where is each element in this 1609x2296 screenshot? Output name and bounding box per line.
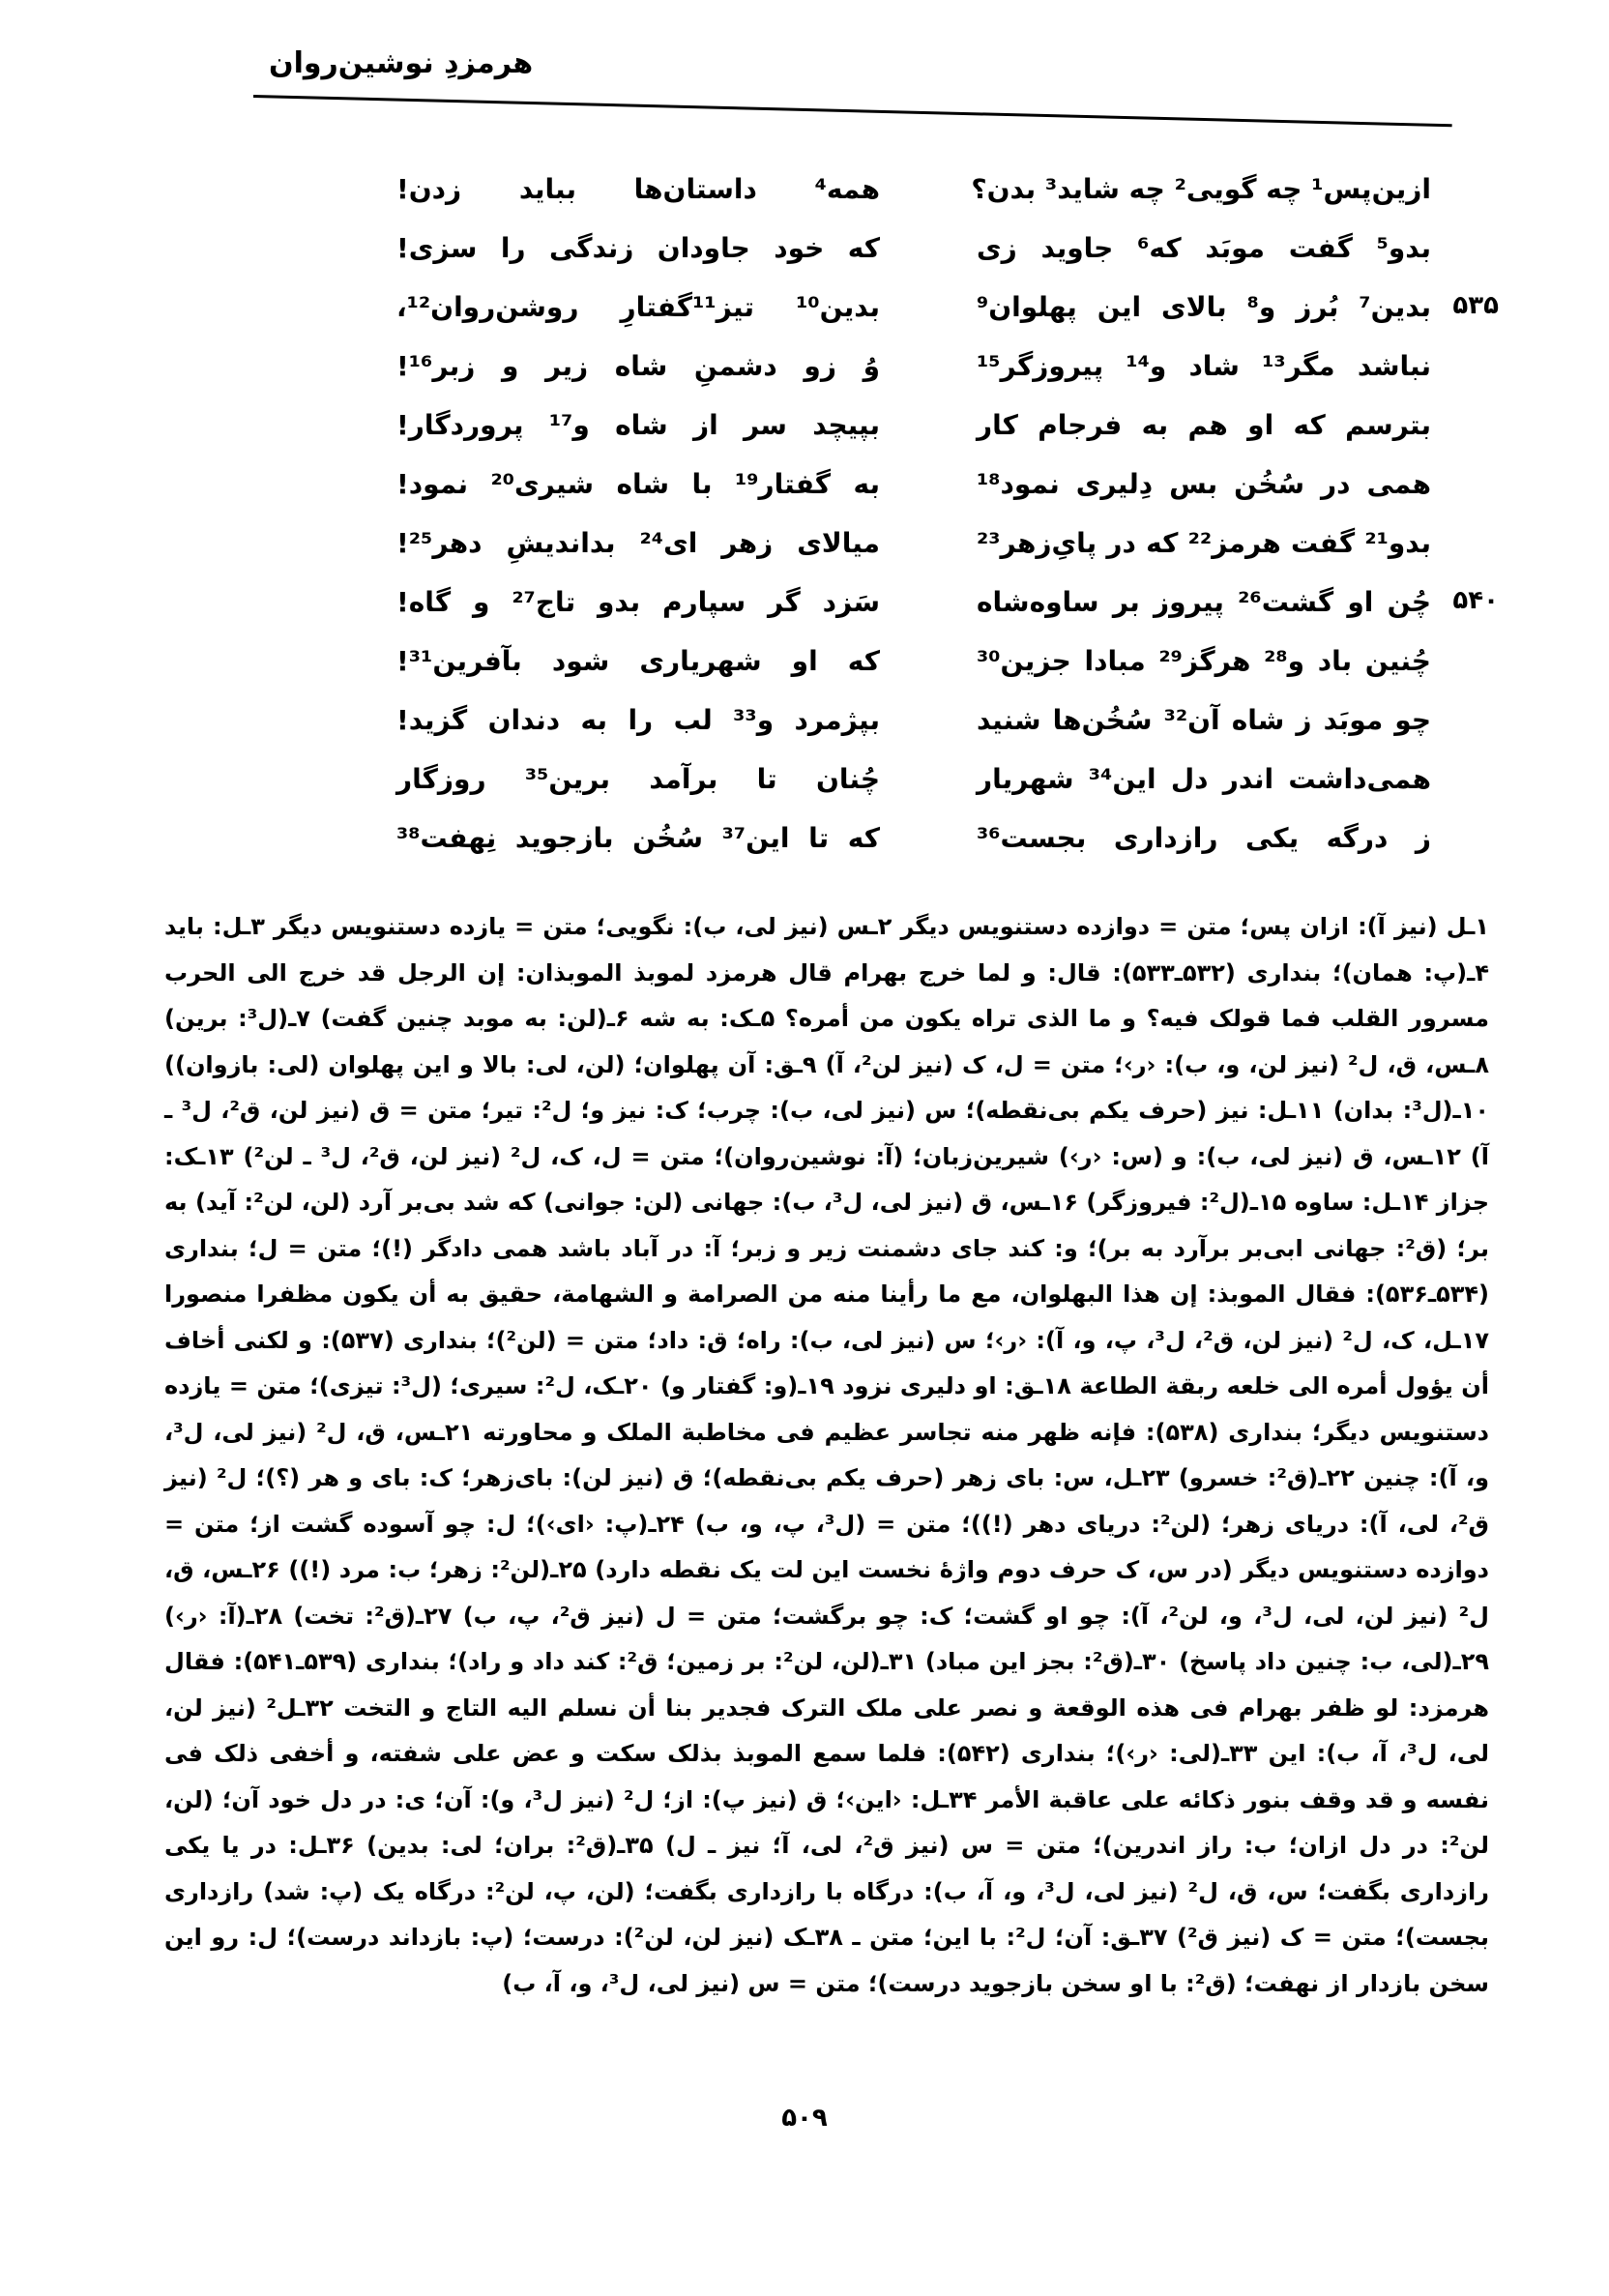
hemistich-right: چو موبَد ز شاه آن³² سُخُن‌ها شنید [977, 703, 1431, 736]
poem-block [367, 160, 1499, 868]
hemistich-right: بدو⁵ گفت موبَد که⁶ جاوید زی [977, 231, 1431, 264]
hemistich-left: به گفتار¹⁹ با شاه شیری²⁰ نمود! [396, 467, 880, 500]
couplet [367, 632, 1470, 691]
verse-number: ۵۳۵ [1452, 291, 1499, 320]
hemistich-right: همی‌داشت اندر دل این³⁴ شهریار [977, 762, 1431, 795]
hemistich-right: نباشد مگر¹³ شاد و¹⁴ پیروزگر¹⁵ [977, 349, 1431, 382]
hemistich-left: که او شهریاری شود بآفرین³¹! [396, 644, 880, 677]
couplet [367, 809, 1470, 868]
hemistich-right: ازین‌پس¹ چه گویی² چه شاید³ بدن؟ [971, 172, 1431, 205]
hemistich-right: بدو²¹ گفت هرمز²² که در پایِ‌زهر²³ [977, 526, 1431, 559]
couplet [367, 455, 1470, 514]
hemistich-left: که خود جاودان زندگی را سزی! [396, 231, 880, 264]
couplet [367, 573, 1499, 632]
header-rule [253, 95, 1452, 127]
hemistich-left: بپیچد سر از شاه و¹⁷ پروردگار! [396, 408, 880, 441]
hemistich-left: که تا این³⁷ سُخُن بازجوید نِهفت³⁸ [396, 821, 880, 854]
couplet [367, 750, 1470, 809]
hemistich-right: همی در سُخُن بس دِلیری نمود¹⁸ [977, 467, 1431, 500]
couplet [367, 219, 1470, 278]
hemistich-right: چُن او گشت²⁶ پیروز بر ساوه‌شاه [977, 585, 1431, 618]
hemistich-left: بدین¹⁰ تیز¹¹گفتارِ روشن‌روان¹²، [396, 290, 880, 323]
hemistich-right: بدین⁷ بُرز و⁸ بالای این پهلوان⁹ [977, 290, 1432, 323]
hemistich-left: میالای زهر ای²⁴ بداندیشِ دهر²⁵! [396, 526, 881, 559]
critical-apparatus-footnotes: ۱ـل (نیز آ): ازان پس؛ متن = دوازده دستنویس دیگر ۲ـس (نیز لی، ب): نگویی؛ متن = یازده دستنویس دیگر ۳ـل: باید ۴ـ(پ: همان)؛ بنداری (۵۳۲ـ۵۳۳): قال: و لما خرج بهرام قال هرمزد لموبذ الموبذان: إن الرجل قد خرج الی الحرب مسرور القلب فما قولک فیه؟ و ما الذی تراه یکون من أمره؟ ۵ـک: به شه ۶ـ(لن: به موبد چنین گفت) ۷ـ(ل³: برین) ۸ـس، ق، ل² (نیز لن، و، ب): ‹ر›؛ متن = ل، ک (نیز لن²، آ) ۹ـق: آن پهلوان؛ (لن، لی: بالا و این پهلوان (لی: بازوان)) ۱۰ـ(ل³: بدان) ۱۱ـل: نیز (حرف یکم بی‌نقطه)؛ س (نیز لی، ب): چرب؛ ک: نیز و؛ ل²: تیر؛ متن = ق (نیز لن، ق²، ل³ ـ آ) ۱۲ـس، ق (نیز لی، ب): و (س: ‹ر›) شیرین‌زبان؛ (آ: نوشین‌روان)؛ متن = ل، ک، ل² (نیز لن، ق²، ل³ ـ لن²) ۱۳ـک: جزاز ۱۴ـل: ساوه ۱۵ـ(ل²: فیروزگر) ۱۶ـس، ق (نیز لی، ل³، ب): جهانی (لن: جوانی) که شد بی‌بر آرد (لن، لن²: آید) به بر؛ (ق²: جهانی ابی‌بر برآرد به بر)؛ و: کند جای دشمنت زیر و زبر؛ آ: در آباد باشد همی دادگر (!)؛ متن = ل؛ بنداری (۵۳۴ـ۵۳۶): فقال الموبذ: إن هذا البهلوان، مع ما رأینا منه من الصرامة و الشهامة، حقیق به أن یکون مظفرا منصورا ۱۷ـل، ک، ل² (نیز لن، ق²، ل³، پ، و، آ): ‹ر›؛ س (نیز لی، ب): راه؛ ق: داد؛ متن = (لن²)؛ بنداری (۵۳۷): و لکنی أخاف أن یؤول أمره الی خلعه ربقة الطاعة ۱۸ـق: او دلیری نزود ۱۹ـ(و: گفتار و) ۲۰ـک، ل²: سیری؛ (ل³: تیزی)؛ متن = یازده دستنویس دیگر؛ بنداری (۵۳۸): فإنه ظهر منه تجاسر عظیم فی مخاطبة الملک و محاورته ۲۱ـس، ق، ل² (نیز لی، ل³، و، آ): چنین ۲۲ـ(ق²: خسرو) ۲۳ـل، س: بای زهر (حرف یکم بی‌نقطه)؛ ق (نیز لن): بای‌زهر؛ ک: بای و هر (؟)؛ ل² (نیز ق²، لی، آ): دریای زهر؛ (لن²: دریای دهر (!))؛ متن = (ل³، پ، و، ب) ۲۴ـ(پ: ‹ای›)؛ ل: چو آسوده گشت از؛ متن = دوازده دستنویس دیگر (در س، ک حرف دوم واژهٔ نخست این لت یک نقطه دارد) ۲۵ـ(لن²: زهر؛ ب: مرد (!)) ۲۶ـس، ق، ل² (نیز لن، لی، ل³، و، لن²، آ): چو او گشت؛ ک: چو برگشت؛ متن = ل (نیز ق²، پ، ب) ۲۷ـ(ق²: تخت) ۲۸ـ(آ: ‹ر›) ۲۹ـ(لی، ب: چنین داد پاسخ) ۳۰ـ(ق²: بجز این مباد) ۳۱ـ(لن، لن²: بر زمین؛ ق²: کند داد و راد)؛ بنداری (۵۳۹ـ۵۴۱): فقال هرمزد: لو ظفر بهرام فی هذه الوقعة و نصر علی ملک الترک فجدیر بنا أن نسلم الیه التاج و التخت ۳۲ـل² (نیز لن، لی، ل³، آ، ب): این ۳۳ـ(لی: ‹ر›)؛ بنداری (۵۴۲): فلما سمع الموبذ بذلک سکت و عض علی شفته، و أخفی ذلک فی نفسه و قد وقف بنور ذکائه علی عاقبة الأمر ۳۴ـل: ‹این›؛ ق (نیز پ): از؛ ل² (نیز ل³، و): آن؛ ی: در دل خود آن؛ (لن، لن²: در دل ازان؛ ب: راز اندرین)؛ متن = س (نیز ق²، لی، آ؛ نیز ـ ل) ۳۵ـ(ق²: بران؛ لی: بدین) ۳۶ـل: در یا یکی رازداری بگفت؛ س، ق، ل² (نیز لی، ل³، و، آ، ب): درگاه با رازداری بگفت؛ (لن، پ، لن²: درگاه یک (پ: شد) رازداری بجست)؛ متن = ک (نیز ق²) ۳۷ـق: آن؛ ل²: با این؛ متن ـ ۳۸ـک (نیز لن، لن²): درست؛ (پ: بازداند درست)؛ ل: رو این سخن بازدار از نهفت؛ (ق²: با او سخن بازجوید درست)؛ متن = س (نیز لی، ل³، و، آ، ب) [164, 913, 1490, 1997]
page-number: ۵۰۹ [781, 2104, 828, 2133]
couplet [367, 278, 1499, 337]
hemistich-right: بترسم که او هم به فرجام کار [977, 408, 1431, 441]
couplet [367, 160, 1470, 219]
couplet [367, 337, 1470, 396]
couplet [367, 514, 1470, 573]
hemistich-left: وُ زو دشمنِ شاه زیر و زبر¹⁶! [396, 349, 880, 382]
couplet [367, 396, 1470, 455]
couplet [367, 691, 1470, 750]
verse-number: ۵۴۰ [1452, 586, 1499, 615]
hemistich-left: بپژمرد و³³ لب را به دندان گزید! [396, 703, 880, 736]
hemistich-right: ز درگه یکی رازداری بجست³⁶ [977, 821, 1431, 854]
running-head: هرمزدِ نوشین‌روان [269, 46, 534, 80]
hemistich-right: چُنین باد و²⁸ هرگز²⁹ مبادا جزین³⁰ [977, 644, 1431, 677]
hemistich-left: سَزد گر سپارم بدو تاج²⁷ و گاه! [396, 585, 880, 618]
hemistich-left: همه⁴ داستان‌ها بباید زدن! [396, 172, 880, 205]
hemistich-left: چُنان تا برآمد برین³⁵ روزگار [396, 762, 880, 795]
